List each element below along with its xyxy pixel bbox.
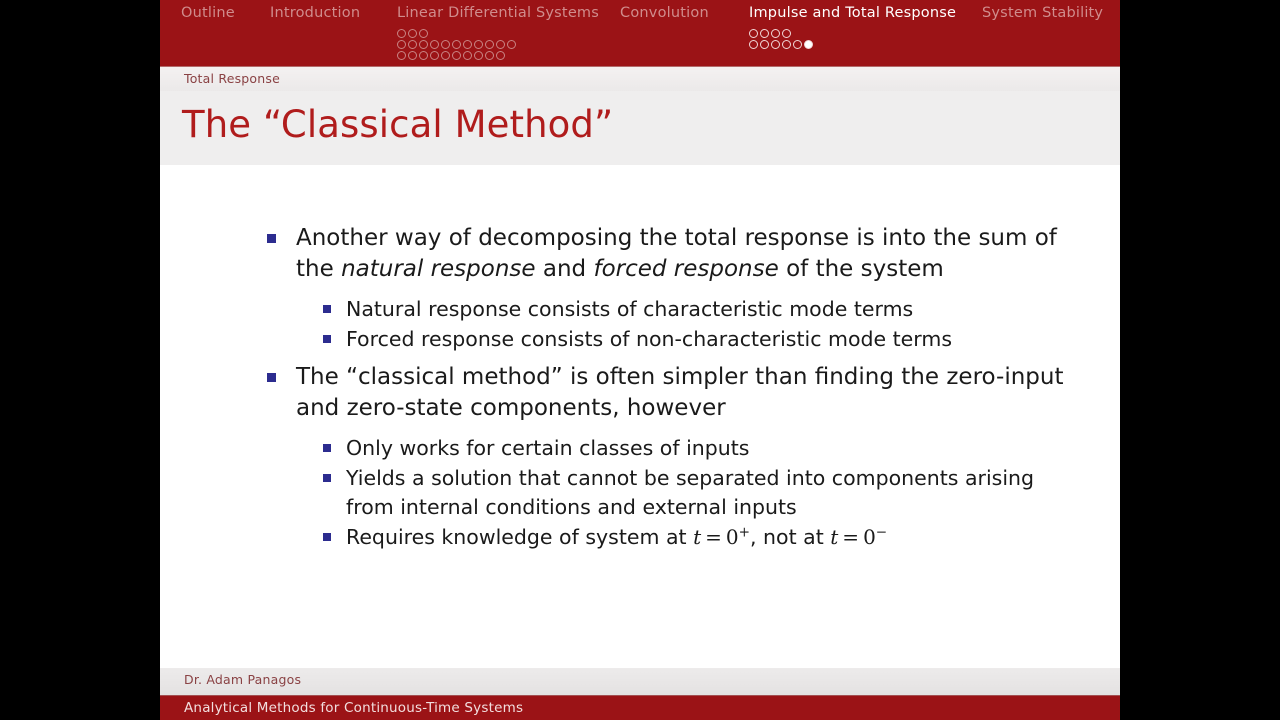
bullet-decomposition-statement xyxy=(264,223,1064,285)
bullet-text: and xyxy=(535,256,594,282)
footer-author-bar xyxy=(160,668,1120,696)
math-superscript-sign: + xyxy=(738,524,751,541)
square-bullet-icon xyxy=(267,373,276,382)
nav-dot[interactable] xyxy=(760,40,769,49)
nav-dot[interactable] xyxy=(408,29,417,38)
nav-dot[interactable] xyxy=(452,40,461,49)
nav-slide-dots xyxy=(749,28,956,50)
nav-section-convolution[interactable] xyxy=(620,4,709,22)
nav-dot[interactable] xyxy=(771,29,780,38)
nav-dot[interactable] xyxy=(397,29,406,38)
nav-dot[interactable] xyxy=(496,40,505,49)
nav-slide-dot-row xyxy=(397,28,599,39)
nav-dot[interactable] xyxy=(782,29,791,38)
math-expression: t = 0− xyxy=(830,524,888,549)
nav-section-introduction[interactable] xyxy=(270,4,360,22)
navigation-section-list xyxy=(160,0,1120,66)
square-bullet-icon xyxy=(323,533,331,541)
nav-section-label: Convolution xyxy=(620,5,709,21)
sub-bullet-list xyxy=(321,434,1051,552)
math-superscript-sign: − xyxy=(875,524,888,541)
square-bullet-icon xyxy=(323,305,331,313)
nav-section-outline[interactable] xyxy=(181,4,235,22)
nav-slide-dot-row xyxy=(397,39,599,50)
footer-course-title: Analytical Methods for Continuous-Time Systems xyxy=(184,700,524,716)
bullet-classical-method-simpler xyxy=(264,362,1064,424)
emphasized-term: natural response xyxy=(341,256,536,282)
subsection-label: Total Response xyxy=(184,71,281,86)
nav-dot[interactable] xyxy=(419,40,428,49)
bullet-text: Requires knowledge of system at xyxy=(346,525,694,549)
footer-author: Dr. Adam Panagos xyxy=(184,672,302,687)
title-band xyxy=(160,91,1120,165)
slide-navigation-header xyxy=(160,0,1120,66)
nav-section-impulse-and-total-response[interactable] xyxy=(749,4,956,50)
page-title: The “Classical Method” xyxy=(182,103,614,146)
nav-dot[interactable] xyxy=(463,40,472,49)
nav-dot[interactable] xyxy=(793,40,802,49)
nav-section-label: Impulse and Total Response xyxy=(749,5,957,21)
nav-dot[interactable] xyxy=(441,40,450,49)
nav-dot[interactable] xyxy=(463,51,472,60)
square-bullet-icon xyxy=(267,234,276,243)
nav-dot[interactable] xyxy=(496,51,505,60)
nav-dot[interactable] xyxy=(749,29,758,38)
nav-dot[interactable] xyxy=(485,51,494,60)
nav-dot[interactable] xyxy=(408,40,417,49)
nav-dot[interactable] xyxy=(408,51,417,60)
footer-course-bar xyxy=(160,696,1120,720)
nav-dot[interactable] xyxy=(474,40,483,49)
nav-dot[interactable] xyxy=(760,29,769,38)
nav-section-system-stability[interactable] xyxy=(982,4,1103,22)
bullet-limitation-initial-conditions xyxy=(321,523,1051,552)
nav-dot[interactable] xyxy=(430,40,439,49)
bullet-text: , not at xyxy=(750,525,831,549)
nav-section-label: System Stability xyxy=(982,5,1104,21)
bullet-text: Natural response consists of characteristic mode terms xyxy=(346,297,914,321)
nav-dot[interactable] xyxy=(419,51,428,60)
nav-dot[interactable] xyxy=(474,51,483,60)
bullet-text: Forced response consists of non-characteristic mode terms xyxy=(346,327,953,351)
square-bullet-icon xyxy=(323,335,331,343)
presentation-slide xyxy=(160,0,1120,720)
nav-dot[interactable] xyxy=(749,40,758,49)
bullet-forced-response-def xyxy=(321,325,1051,354)
square-bullet-icon xyxy=(323,444,331,452)
bullet-text: The “classical method” is often simpler than finding the zero-input and zero-state components, however xyxy=(296,364,1064,421)
nav-dot-current[interactable] xyxy=(804,40,813,49)
bullet-text: Another way of decomposing the total response is into the sum of the xyxy=(296,225,1057,282)
emphasized-term: forced response xyxy=(593,256,779,282)
nav-section-label: Outline xyxy=(181,5,235,21)
nav-slide-dot-row xyxy=(749,39,956,50)
math-expression: t = 0+ xyxy=(693,524,751,549)
subsection-bar xyxy=(160,66,1120,92)
nav-section-label: Introduction xyxy=(270,5,361,21)
bullet-text: Only works for certain classes of inputs xyxy=(346,436,750,460)
nav-dot[interactable] xyxy=(397,40,406,49)
bullet-limitation-no-separation xyxy=(321,464,1051,522)
bullet-natural-response-def xyxy=(321,295,1051,324)
nav-dot[interactable] xyxy=(782,40,791,49)
square-bullet-icon xyxy=(323,474,331,482)
nav-slide-dot-row xyxy=(397,50,599,61)
nav-dot[interactable] xyxy=(430,51,439,60)
slide-body xyxy=(160,165,1120,668)
nav-slide-dots xyxy=(397,28,599,61)
bullet-text: Yields a solution that cannot be separated into components arising from internal conditions and external inputs xyxy=(346,466,1035,519)
nav-section-linear-differential-systems[interactable] xyxy=(397,4,599,61)
nav-dot[interactable] xyxy=(441,51,450,60)
nav-dot[interactable] xyxy=(419,29,428,38)
bullet-content xyxy=(160,223,1120,560)
nav-dot[interactable] xyxy=(397,51,406,60)
nav-slide-dot-row xyxy=(749,28,956,39)
nav-dot[interactable] xyxy=(771,40,780,49)
nav-dot[interactable] xyxy=(507,40,516,49)
sub-bullet-list xyxy=(321,295,1051,354)
bullet-text: of the system xyxy=(778,256,944,282)
bullet-limitation-input-classes xyxy=(321,434,1051,463)
nav-dot[interactable] xyxy=(485,40,494,49)
top-level-bullet-list xyxy=(264,223,1064,552)
nav-dot[interactable] xyxy=(452,51,461,60)
nav-section-label: Linear Differential Systems xyxy=(397,5,600,21)
